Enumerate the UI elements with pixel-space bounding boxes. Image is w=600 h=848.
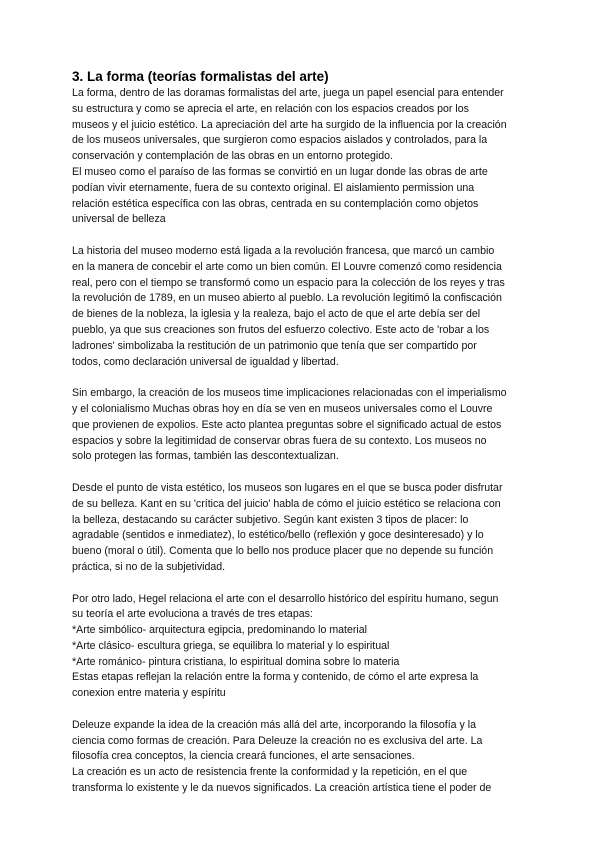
text-line: universal de belleza	[72, 213, 166, 226]
text-line: que provienen de expolios. Este acto plantea preguntas sobre el significado actual de estos	[72, 418, 502, 431]
paragraph-kant	[72, 481, 532, 576]
paragraph-spacer	[72, 576, 532, 592]
list-item: *Arte simbólico- arquitectura egipcia, predominando lo material	[72, 624, 368, 637]
text-line: en la manera de concebir el arte como un bien común. El Louvre comenzó como residencia	[72, 260, 502, 273]
paragraph-spacer	[72, 702, 532, 718]
text-line: su teoría el arte evoluciona a través de tres etapas:	[72, 608, 313, 621]
text-line: Deleuze expande la idea de la creación más allá del arte, incorporando la filosofía y la	[72, 718, 476, 731]
text-line: La historia del museo moderno está ligada a la revolución francesa, que marcó un cambio	[72, 244, 495, 257]
text-line: conexion entre materia y espíritu	[72, 687, 226, 700]
list-item: *Arte románico- pintura cristiana, lo espiritual domina sobre lo materia	[72, 655, 400, 668]
text-line: de bienes de la nobleza, la iglesia y la realeza, bajo el acto de que el arte debía ser del	[72, 308, 481, 321]
text-line: conservación y contemplación de las obras en un entorno protegido.	[72, 150, 393, 163]
section-heading: 3. La forma (teorías formalistas del arte)	[72, 69, 329, 84]
paragraph-historia-museo	[72, 244, 532, 370]
paragraph-spacer	[72, 228, 532, 244]
paragraph-imperialismo	[72, 386, 532, 465]
text-line: La forma, dentro de las doramas formalistas del arte, juega un papel esencial para entender	[72, 87, 504, 99]
text-line: y el colonialismo Muchas obras hoy en día se ven en museos universales como el Louvre	[72, 402, 493, 415]
text-line: solo protegen las formas, también las descontextualizan.	[72, 450, 339, 463]
text-line: podían vivir eternamente, fuera de su contexto original. El aislamiento permission una	[72, 181, 475, 194]
text-line: El museo como el paraíso de las formas se convirtió en un lugar donde las obras de arte	[72, 165, 488, 178]
text-line: transforma lo existente y le da nuevos significados. La creación artística tiene el poder de	[72, 782, 492, 795]
list-item: *Arte clásico- escultura griega, se equilibra lo material y lo espiritual	[72, 639, 390, 652]
text-line: Desde el punto de vista estético, los museos son lugares en el que se busca poder disfrutar	[72, 481, 503, 494]
document-page	[72, 68, 532, 797]
text-line: práctica, si no de la subjetividad.	[72, 560, 226, 573]
text-line: museos y el juicio estético. La apreciación del arte ha surgido de la influencia por la creación	[72, 118, 507, 131]
paragraph-deleuze	[72, 718, 532, 797]
text-line: todos, como declaración universal de igualdad y libertad.	[72, 355, 339, 368]
text-line: la revolución de 1789, en un museo abierto al pueblo. La revolución legitimó la confiscación	[72, 292, 502, 305]
paragraph-hegel	[72, 592, 532, 703]
text-line: real, pero con el tiempo se transformó como un espacio para la colección de los reyes y tras	[72, 276, 505, 289]
text-line: ciencia como formas de creación. Para Deleuze la creación no es exclusiva del arte. La	[72, 734, 483, 747]
text-line: ladrones' simbolizaba la restitución de un patrimonio que tenía que ser compartido por	[72, 339, 477, 352]
paragraph-spacer	[72, 465, 532, 481]
text-line: La creación es un acto de resistencia frente la conformidad y la repetición, en el que	[72, 766, 468, 779]
text-line: pueblo, ya que sus creaciones son frutos del esfuerzo colectivo. Este acto de 'robar a los	[72, 323, 490, 336]
text-line: su estructura y como se aprecia el arte, en relación con los espacios creados por los	[72, 102, 469, 115]
paragraph-forma	[72, 86, 532, 228]
text-line: de su belleza. Kant en su 'crítica del juicio' habla de cómo el juicio estético se relaciona con	[72, 497, 501, 510]
text-line: agradable (sentidos e inmediatez), lo estético/bello (reflexión y goce desinteresado) y lo	[72, 529, 484, 542]
text-line: la belleza, destacando su carácter subjetivo. Según kant existen 3 tipos de placer: lo	[72, 513, 469, 526]
text-line: relación estética específica con las obras, centrada en su contemplación como objetos	[72, 197, 479, 210]
paragraph-spacer	[72, 370, 532, 386]
text-line: bueno (moral o útil). Comenta que lo bello nos produce placer que no depende su función	[72, 545, 494, 558]
text-line: espacios y sobre la legitimidad de conservar obras fuera de su contexto. Los museos no	[72, 434, 487, 447]
text-line: Por otro lado, Hegel relaciona el arte con el desarrollo histórico del espíritu humano, segun	[72, 592, 499, 605]
text-line: Estas etapas reflejan la relación entre la forma y contenido, de cómo el arte expresa la	[72, 671, 479, 684]
text-line: Sin embargo, la creación de los museos time implicaciones relacionadas con el imperialismo	[72, 387, 507, 400]
text-line: de los museos universales, que surgieron como espacios aislados y controlados, para la	[72, 134, 488, 147]
text-line: filosofía crea conceptos, la ciencia creará funciones, el arte sensaciones.	[72, 750, 415, 763]
